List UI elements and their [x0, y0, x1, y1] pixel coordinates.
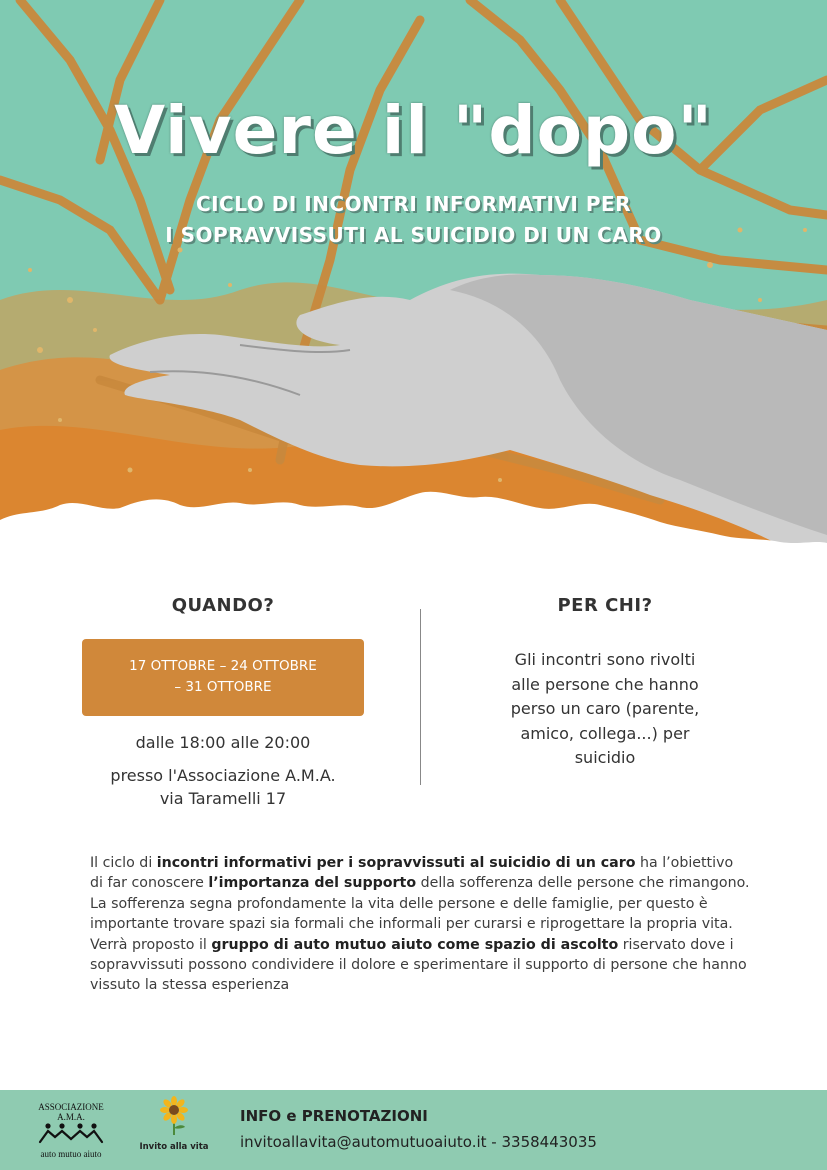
description-paragraph-3: Verrà proposto il gruppo di auto mutuo aiuto come spazio di ascolto riservato dove i sopravvissuti possono condividere il dolore e sperimentare il supporto di persone che hanno vissuto la stessa esperienza — [90, 936, 747, 994]
who-line-2: alle persone che hanno — [511, 674, 699, 694]
when-heading: QUANDO? — [171, 595, 275, 616]
ama-logo: ASSOCIAZIONE A.M.A. auto mutuo aiuto — [30, 1102, 112, 1159]
description-paragraph-2: La sofferenza segna profondamente la vita delle persone e delle famiglie, per questo è importante trovare spazi sia formali che informali per curarsi e riprogettare la propria vita. — [90, 895, 733, 933]
place-line-1: presso l'Associazione A.M.A. — [110, 766, 336, 785]
dates-line-1: 17 OTTOBRE – 24 OTTOBRE — [129, 658, 317, 674]
dates-line-2: – 31 OTTOBRE — [174, 679, 272, 695]
subtitle-line-2: I SOPRAVVISSUTI AL SUICIDIO DI UN CARO — [165, 223, 662, 247]
invito-logo — [134, 1096, 214, 1152]
footer-bar — [0, 1090, 827, 1170]
dates-box — [82, 639, 364, 716]
who-heading: PER CHI? — [557, 595, 653, 616]
subtitle-line-1: CICLO DI INCONTRI INFORMATIVI PER — [195, 192, 632, 216]
place-text — [62, 764, 384, 810]
time-text: dalle 18:00 alle 20:00 — [135, 733, 311, 752]
column-divider — [420, 609, 421, 785]
people-group-icon — [36, 1122, 106, 1144]
description-paragraph-1: Il ciclo di incontri informativi per i sopravvissuti al suicidio di un caro ha l’obiettivo di far conoscere l’importanza del supporto della sofferenza delle persone che rimangono. — [90, 855, 750, 892]
poster-title: Vivere il "dopo" — [114, 92, 713, 169]
sunflower-icon — [157, 1096, 191, 1136]
who-line-3: perso un caro (parente, — [510, 699, 700, 718]
who-line-5: suicidio — [574, 748, 636, 767]
description-text — [90, 853, 750, 996]
hero-artwork — [0, 0, 827, 560]
poster-subtitle — [0, 189, 827, 251]
contact-email-phone[interactable]: invitoallavita@automutuoaiuto.it - 3358443035 — [240, 1133, 597, 1151]
contact-title: INFO e PRENOTAZIONI — [240, 1107, 428, 1125]
hero-banner — [0, 0, 827, 560]
invito-caption: Invito alla vita — [139, 1142, 209, 1152]
who-text — [470, 648, 740, 771]
place-line-2: via Taramelli 17 — [159, 789, 287, 808]
who-line-4: amico, collega...) per — [520, 723, 690, 743]
who-line-1: Gli incontri sono rivolti — [514, 650, 696, 669]
